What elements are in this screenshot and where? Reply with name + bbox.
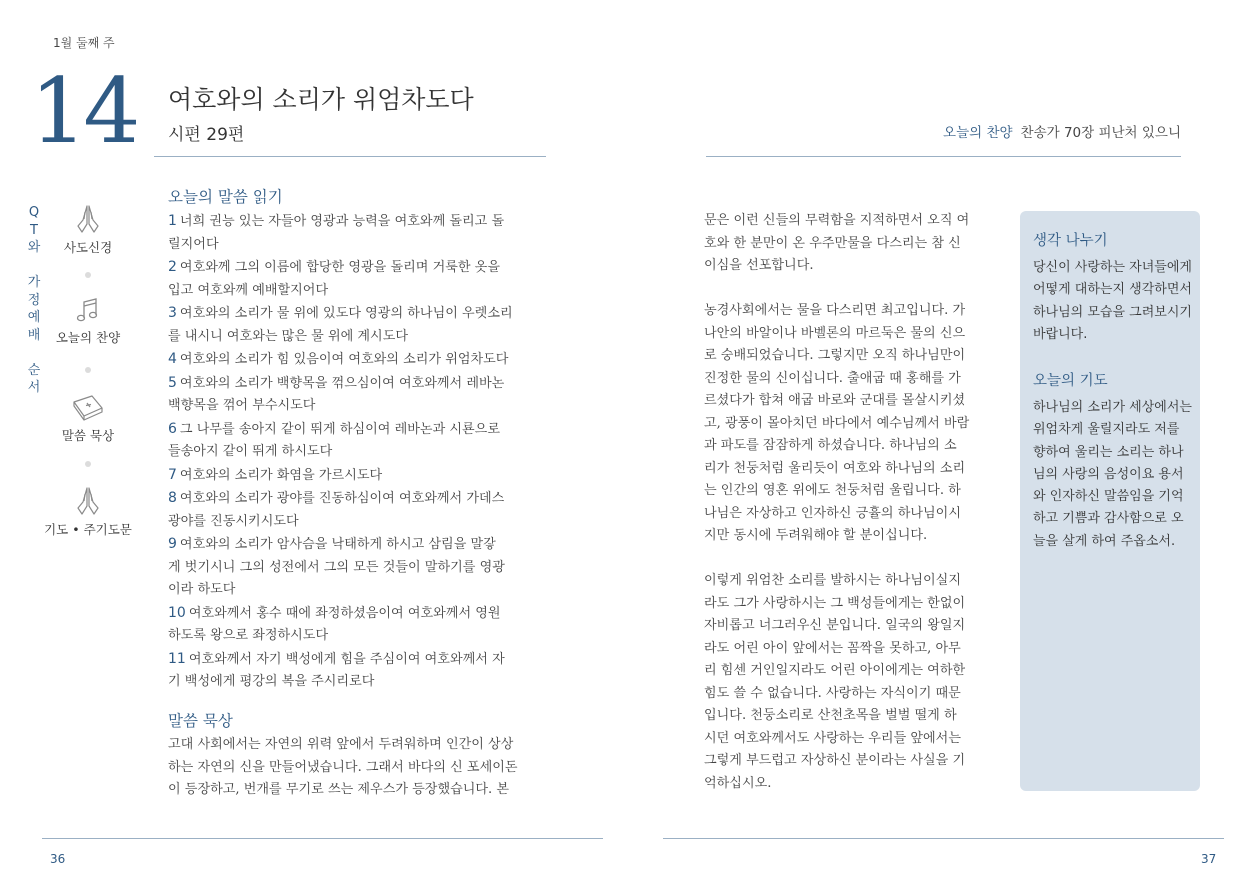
meditation-line: 고대 사회에서는 자연의 위력 앞에서 두려워하며 인간이 상상 xyxy=(168,737,514,752)
meditation-line: 는 인간의 영혼 위에도 천둥처럼 울립니다. 하 xyxy=(704,483,961,498)
prayer-line: 위엄차게 울릴지라도 저를 xyxy=(1033,422,1180,438)
hymn-value: 찬송가 70장 피난처 있으니 xyxy=(1020,125,1181,141)
verse-line xyxy=(168,395,553,418)
verse-text: 이라 하도다 xyxy=(168,582,236,597)
meditation-line: 억하십시오. xyxy=(704,775,772,791)
verse-number: 4 xyxy=(168,351,177,367)
verse-line xyxy=(168,602,553,626)
verse-line xyxy=(168,302,553,326)
meditation-line: 진정한 물의 신이십니다. 출애굽 때 홍해를 가 xyxy=(704,370,961,386)
verse-text: 여호와께 그의 이름에 합당한 영광을 돌리며 거룩한 옷을 xyxy=(179,260,500,275)
verse-line xyxy=(168,625,553,648)
verse-line xyxy=(168,648,553,672)
order-item-label: 말씀 묵상 xyxy=(61,428,115,443)
hymn-info xyxy=(943,121,1181,141)
verse-line xyxy=(168,671,553,694)
verse-line xyxy=(168,210,553,234)
verse-line xyxy=(168,280,553,303)
vertical-label-char xyxy=(26,257,42,275)
meditation-line: 자비롭고 너그러우신 분입니다. 일국의 왕일지 xyxy=(704,618,966,633)
meditation-line: 하는 자연의 신을 만들어냈습니다. 그래서 바다의 신 포세이돈 xyxy=(168,759,518,775)
separator-dot xyxy=(85,272,91,278)
praying-hands-icon xyxy=(72,204,104,234)
prayer-line: 와 인자하신 말씀임을 기억 xyxy=(1033,489,1184,505)
verse-line xyxy=(168,487,553,511)
verse-line xyxy=(168,579,553,602)
share-line: 하나님의 모습을 그려보시기 xyxy=(1033,304,1192,320)
verse-text: 여호와의 소리가 힘 있음이여 여호와의 소리가 위엄차도다 xyxy=(179,352,509,367)
meditation-line: 문은 이런 신들의 무력함을 지적하면서 오직 여 xyxy=(704,213,970,228)
verse-line xyxy=(168,533,553,557)
meditation-paragraph xyxy=(704,570,999,795)
bible-icon xyxy=(70,392,106,422)
week-label: 1월 둘째 주 xyxy=(53,36,115,50)
vertical-label-char: 배 xyxy=(27,327,41,343)
reflection-box xyxy=(1020,211,1200,791)
meditation-line: 리 힘센 거인일지라도 어린 아이에게는 여하한 xyxy=(704,663,966,678)
meditation-line: 고, 광풍이 몰아치던 바다에서 예수님께서 바람 xyxy=(704,415,970,431)
meditation-line: 호와 한 분만이 온 우주만물을 다스리는 참 신 xyxy=(704,235,961,251)
meditation-line: 시던 여호와께서도 사랑하는 우리들 앞에서는 xyxy=(704,730,961,746)
verse-number: 5 xyxy=(168,374,177,391)
meditation-line: 그렇게 부드럽고 자상하신 분이라는 사실을 기 xyxy=(704,753,966,768)
order-item-meditation xyxy=(38,392,138,444)
share-heading: 생각 나누기 xyxy=(1033,233,1108,249)
verse-line xyxy=(168,326,553,349)
vertical-label-char: T xyxy=(30,222,38,238)
verse-text: 여호와의 소리가 광야를 진동하심이여 여호와께서 가데스 xyxy=(179,491,505,506)
verse-text: 광야를 진동시키시도다 xyxy=(168,513,299,529)
meditation-paragraph xyxy=(704,300,999,548)
verse-text: 여호와의 소리가 물 위에 있도다 영광의 하나님이 우렛소리 xyxy=(179,306,513,321)
verse-text: 너희 권능 있는 자들아 영광과 능력을 여호와께 돌리고 돌 xyxy=(179,214,505,229)
meditation-line: 라도 그가 사랑하시는 그 백성들에게는 한없이 xyxy=(704,595,966,611)
order-item-todays-hymn xyxy=(38,296,138,346)
hymn-label: 오늘의 찬양 xyxy=(943,125,1013,141)
verse-number: 9 xyxy=(168,536,177,552)
vertical-label-char: 예 xyxy=(27,310,41,325)
separator-dot xyxy=(85,367,91,373)
verse-text: 여호와께서 자기 백성에게 힘을 주심이여 여호와께서 자 xyxy=(188,651,505,667)
vertical-label-char: 정 xyxy=(27,292,41,308)
verse-text: 릴지어다 xyxy=(168,236,219,252)
verse-text: 게 벗기시니 그의 성전에서 그의 모든 것들이 말하기를 영광 xyxy=(168,559,505,575)
prayer-line: 하고 기쁨과 감사함으로 오 xyxy=(1033,511,1184,527)
verse-number: 10 xyxy=(168,604,186,621)
vertical-label-char: 와 xyxy=(27,240,41,255)
verse-number: 7 xyxy=(168,466,177,483)
verse-number: 8 xyxy=(168,490,177,506)
vertical-label-char xyxy=(26,344,42,362)
order-item-prayer xyxy=(38,486,138,538)
prayer-heading: 오늘의 기도 xyxy=(1033,373,1108,389)
order-item-apostles-creed xyxy=(38,204,138,256)
verse-text: 를 내시니 여호와는 많은 물 위에 계시도다 xyxy=(168,328,408,344)
meditation-line: 라도 어린 아이 앞에서는 꼼짝을 못하고, 아무 xyxy=(704,640,961,656)
vertical-label-char: 순 xyxy=(27,362,41,378)
verse-number: 6 xyxy=(168,420,177,437)
share-line: 바랍니다. xyxy=(1033,326,1088,342)
meditation-line: 나님은 자상하고 인자하신 긍휼의 하나님이시 xyxy=(704,505,961,521)
order-item-label: 사도신경 xyxy=(63,240,113,255)
verse-line xyxy=(168,256,553,280)
meditation-heading: 말씀 묵상 xyxy=(168,712,233,730)
verse-text: 그 나무를 송아지 같이 뛰게 하심이여 레바논과 시룐으로 xyxy=(179,421,500,437)
verse-line xyxy=(168,441,553,464)
page-number-left: 36 xyxy=(50,852,66,866)
meditation-line: 나안의 바알이나 바벨론의 마르둑은 물의 신으 xyxy=(704,325,966,341)
meditation-text-right xyxy=(704,210,999,795)
vertical-label-char: 서 xyxy=(27,380,41,395)
separator-dot xyxy=(85,461,91,467)
meditation-line: 이 등장하고, 번개를 무기로 쓰는 제우스가 등장했습니다. 본 xyxy=(168,782,510,797)
page-number-right: 37 xyxy=(1201,852,1217,866)
verse-text: 기 백성에게 평강의 복을 주시리로다 xyxy=(168,674,375,689)
verse-line xyxy=(168,418,553,442)
verse-number: 1 xyxy=(168,213,177,229)
praying-hands-icon xyxy=(72,486,104,516)
meditation-paragraph xyxy=(704,210,999,278)
music-note-icon xyxy=(72,296,104,324)
share-line: 어떻게 대하는지 생각하면서 xyxy=(1033,282,1192,298)
header-divider-right xyxy=(706,156,1181,157)
prayer-text xyxy=(1033,397,1198,553)
verse-line xyxy=(168,234,553,257)
verse-text: 입고 여호와께 예배할지어다 xyxy=(168,282,329,298)
meditation-line: 이렇게 위엄찬 소리를 발하시는 하나님이실지 xyxy=(704,573,961,588)
verse-text: 여호와께서 홍수 때에 좌정하셨음이여 여호와께서 영원 xyxy=(188,605,501,621)
vertical-label-char: Q xyxy=(28,205,40,220)
meditation-line: 농경사회에서는 물을 다스리면 최고입니다. 가 xyxy=(704,303,966,318)
day-number: 14 xyxy=(30,59,137,164)
verse-text: 백향목을 꺾어 부수시도다 xyxy=(168,398,316,413)
footer-divider-left xyxy=(42,838,603,839)
prayer-line: 향하여 울리는 소리는 하나 xyxy=(1033,444,1184,460)
meditation-line: 과 파도를 잠잠하게 하셨습니다. 하나님의 소 xyxy=(704,438,957,453)
share-text xyxy=(1033,257,1198,346)
scripture-reference: 시편 29편 xyxy=(168,125,245,145)
meditation-line: 지만 동시에 두려워해야 할 분이십니다. xyxy=(704,528,928,543)
verse-text: 들송아지 같이 뛰게 하시도다 xyxy=(168,444,333,459)
verse-text: 하도록 왕으로 좌정하시도다 xyxy=(168,628,329,643)
prayer-line: 늘을 살게 하여 주옵소서. xyxy=(1033,533,1176,549)
order-item-label: 오늘의 찬양 xyxy=(55,330,121,345)
verse-text: 여호와의 소리가 암사슴을 낙태하게 하시고 삼림을 말갛 xyxy=(179,537,496,552)
verse-line xyxy=(168,348,553,372)
meditation-line: 이심을 선포합니다. xyxy=(704,258,814,273)
meditation-line: 르셨다가 합쳐 애굽 바로와 군대를 몰살시키셨 xyxy=(704,393,966,408)
verse-list xyxy=(168,210,553,694)
prayer-line: 님의 사랑의 음성이요 용서 xyxy=(1033,466,1184,482)
verse-line xyxy=(168,372,553,396)
meditation-line: 입니다. 천둥소리로 산천초목을 벌벌 떨게 하 xyxy=(704,708,957,723)
footer-divider-right xyxy=(663,838,1224,839)
meditation-line: 로 숭배되었습니다. 그렇지만 오직 하나님만이 xyxy=(704,348,966,363)
meditation-text-left xyxy=(168,734,553,802)
prayer-line: 하나님의 소리가 세상에서는 xyxy=(1033,400,1192,415)
vertical-label-char: 가 xyxy=(27,275,41,290)
verse-number: 11 xyxy=(168,650,186,667)
page-title: 여호와의 소리가 위엄차도다 xyxy=(168,85,474,114)
reading-heading: 오늘의 말씀 읽기 xyxy=(168,188,283,206)
verse-line xyxy=(168,511,553,534)
verse-number: 2 xyxy=(168,259,177,275)
verse-number: 3 xyxy=(168,305,177,321)
order-item-label: 기도 • 주기도문 xyxy=(44,522,132,537)
header-divider-left xyxy=(154,156,546,157)
meditation-line: 리가 천둥처럼 울리듯이 여호와 하나님의 소리 xyxy=(704,460,966,476)
meditation-line: 힘도 쓸 수 없습니다. 사랑하는 자식이기 때문 xyxy=(704,685,961,701)
verse-line xyxy=(168,464,553,488)
verse-text: 여호와의 소리가 화염을 가르시도다 xyxy=(179,467,383,483)
verse-text: 여호와의 소리가 백향목을 꺾으심이여 여호와께서 레바논 xyxy=(179,375,505,391)
verse-line xyxy=(168,557,553,580)
share-line: 당신이 사랑하는 자녀들에게 xyxy=(1033,260,1192,275)
